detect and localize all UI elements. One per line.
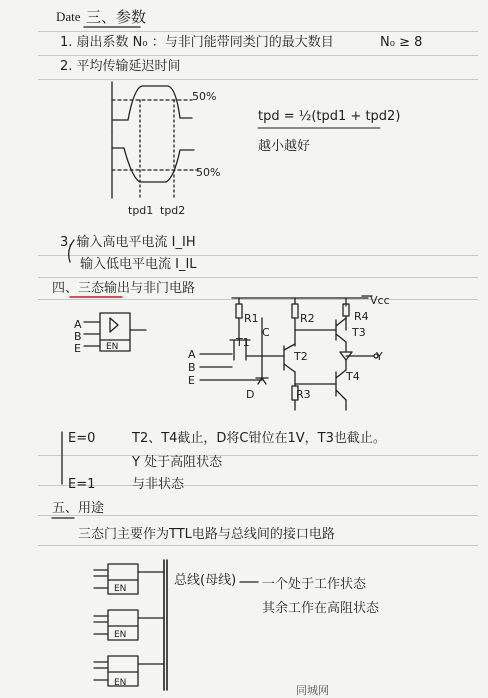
- section4-title: 四、三态输出与非门电路: [52, 281, 196, 296]
- brace-current: [69, 240, 74, 262]
- waveform-output: [112, 132, 198, 198]
- tristate-gate-symbol: [84, 313, 146, 351]
- tristate-circuit: [200, 296, 378, 410]
- gate-en-label: EN: [106, 342, 119, 352]
- bus-gate-en-1: EN: [114, 584, 127, 594]
- gate-input-a: A: [74, 318, 82, 331]
- cond-e1: E=1: [68, 477, 96, 492]
- date-label: Date: [56, 9, 81, 24]
- y-label: Y: [376, 350, 383, 363]
- d-label: D: [246, 388, 255, 401]
- bus-note-2: 其余工作在高阻状态: [262, 601, 380, 616]
- tpd-note: 越小越好: [258, 139, 311, 154]
- footer-watermark: 同城网: [296, 684, 329, 697]
- tpd-formula: tpd = ½(tpd1 + tpd2): [258, 109, 401, 124]
- circuit-input-b: B: [188, 361, 196, 374]
- circuit-input-a: A: [188, 348, 196, 361]
- param-fanout-value: N₀ ≥ 8: [380, 35, 423, 50]
- gate-input-e: E: [74, 342, 81, 355]
- section5-desc: 三态门主要作为TTL电路与总线间的接口电路: [78, 527, 335, 542]
- page-title: 三、参数: [86, 8, 147, 26]
- bus-gate-en-2: EN: [114, 630, 127, 640]
- wave-lower-pct: 50%: [196, 166, 221, 179]
- bus-label: 总线(母线): [174, 573, 237, 588]
- param-iil: 输入低电平电流 I_IL: [80, 257, 197, 272]
- t4-label: T4: [346, 370, 360, 383]
- param-iih: 3. 输入高电平电流 I_IH: [60, 235, 196, 250]
- waveform-input: [112, 82, 192, 132]
- circuit-input-e: E: [188, 374, 195, 387]
- cond-e0-text2: Y 处于高阻状态: [132, 455, 223, 470]
- param-delay: 2. 平均传输延迟时间: [60, 59, 181, 74]
- c-label: C: [262, 326, 270, 339]
- section5-title: 五、用途: [52, 501, 105, 516]
- bus-note-1: 一个处于工作状态: [262, 577, 367, 592]
- r1-label: R1: [244, 312, 259, 325]
- vcc-label: Vcc: [370, 294, 390, 307]
- bus-gate-en-3: EN: [114, 678, 127, 688]
- r2-label: R2: [300, 312, 315, 325]
- r4-label: R4: [354, 310, 369, 323]
- bus-diagram: [94, 560, 258, 690]
- r3-label: R3: [296, 388, 311, 401]
- cond-e0-text: T2、T4截止，D将C钳位在1V，T3也截止。: [132, 431, 386, 446]
- tpd1-label: tpd1: [128, 204, 154, 217]
- tpd2-label: tpd2: [160, 204, 186, 217]
- t2-label: T2: [294, 350, 308, 363]
- wave-upper-pct: 50%: [192, 90, 217, 103]
- t3-label: T3: [352, 326, 366, 339]
- cond-e1-text: 与非状态: [132, 477, 185, 492]
- cond-e0: E=0: [68, 431, 96, 446]
- param-fanout: 1. 扇出系数 N₀ ：与非门能带同类门的最大数目: [60, 35, 334, 50]
- t1-label: T1: [236, 336, 250, 349]
- gate-input-b: B: [74, 330, 82, 343]
